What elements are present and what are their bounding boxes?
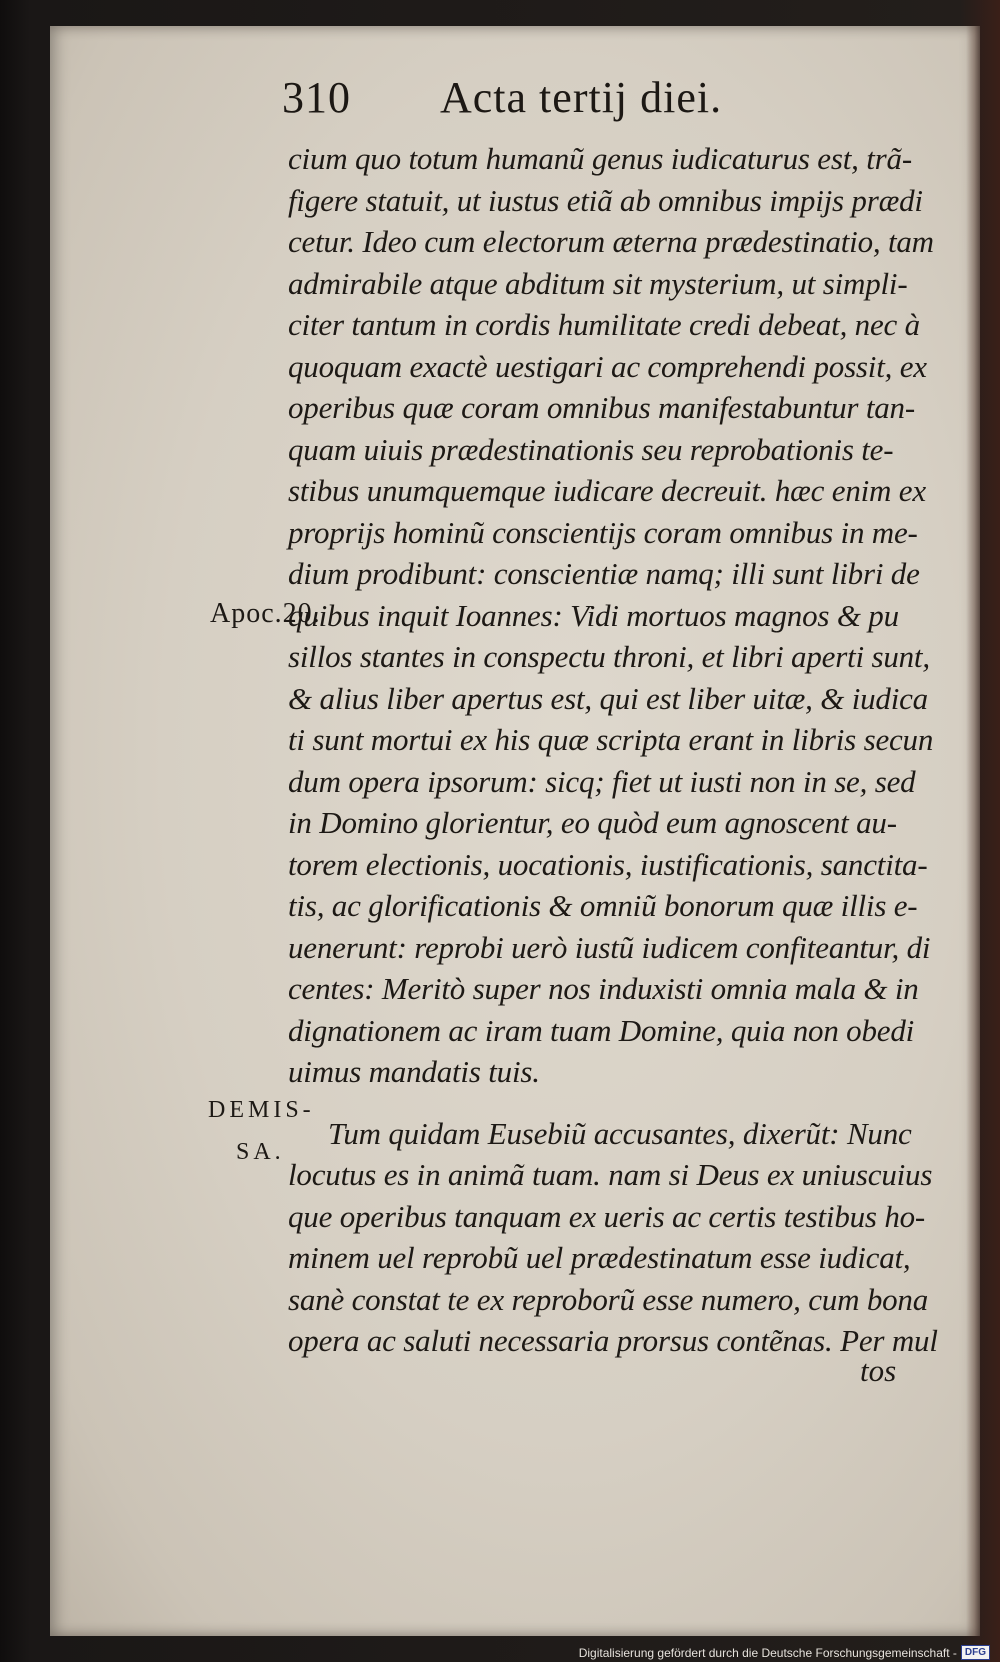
running-title: Acta tertij diei. xyxy=(440,73,723,122)
digitization-credit xyxy=(579,1645,990,1660)
margin-note-demissa-line1: DEMIS- xyxy=(208,1097,315,1123)
text-line: operibus quæ coram omnibus manifestabuntur tan- xyxy=(288,390,915,425)
text-line: proprijs hominũ conscientijs coram omnibus in me- xyxy=(288,514,918,550)
text-line: uenerunt: reprobi uerò iustũ iudicem confiteantur, di xyxy=(288,929,931,965)
text-line: minem uel reprobũ uel prædestinatum esse iudicat, xyxy=(288,1240,911,1275)
page-number: 310 xyxy=(282,73,351,122)
text-line: torem electionis, uocationis, iustificationis, sanctita- xyxy=(288,846,928,882)
text-line: que operibus tanquam ex ueris ac certis testibus ho- xyxy=(288,1198,926,1234)
text-line: citer tantum in cordis humilitate credi debeat, nec à xyxy=(288,307,920,342)
text-line: figere statuit, ut iustus etiã ab omnibus impijs prædi xyxy=(288,182,923,218)
dfg-logo-icon: DFG xyxy=(961,1645,990,1660)
text-line: centes: Meritò super nos induxisti omnia mala & in xyxy=(288,971,919,1006)
text-line: Tum quidam Eusebiũ accusantes, dixerũt: Nunc xyxy=(328,1115,912,1151)
text-line: dium prodibunt: conscientiæ namq; illi sunt libri de xyxy=(288,556,920,591)
text-line: quibus inquit Ioannes: Vidi mortuos magnos & pu xyxy=(288,597,899,633)
catchword: tos xyxy=(860,1353,897,1388)
text-line: uimus mandatis tuis. xyxy=(288,1054,540,1089)
text-line: dum opera ipsorum: sicq; fiet ut iusti non in se, sed xyxy=(288,763,916,799)
text-line: opera ac saluti necessaria prorsus contẽnas. Per mul xyxy=(288,1323,938,1358)
text-line: sillos stantes in conspectu throni, et libri aperti sunt, xyxy=(288,639,930,674)
text-line: stibus unumquemque iudicare decreuit. hæc enim ex xyxy=(288,473,926,508)
page-edge-shadow xyxy=(966,26,980,1636)
text-line: tis, ac glorificationis & omniũ bonorum quæ illis e- xyxy=(288,888,918,923)
text-line: quam uiuis prædestinationis seu reprobationis te- xyxy=(288,431,894,467)
body-text xyxy=(288,138,938,1362)
text-line: cetur. Ideo cum electorum æterna prædestinatio, tam xyxy=(288,224,934,259)
margin-note-demissa-line2: SA. xyxy=(236,1138,285,1165)
text-line: sanè constat te ex reproborũ esse numero, cum bona xyxy=(288,1281,929,1317)
text-line: in Domino glorientur, eo quòd eum agnoscent au- xyxy=(288,805,897,840)
text-line: quoquam exactè uestigari ac comprehendi possit, ex xyxy=(288,348,927,384)
margin-note-apoc: Apoc.20. xyxy=(210,598,321,629)
text-line: locutus es in animã tuam. nam si Deus ex uniuscuius xyxy=(288,1157,933,1192)
margin-note-demissa xyxy=(208,1090,315,1173)
text-line: admirabile atque abditum sit mysterium, ut simpli- xyxy=(288,265,908,301)
page-header xyxy=(282,58,842,138)
credit-text: Digitalisierung gefördert durch die Deutsche Forschungsgemeinschaft - xyxy=(578,1645,957,1660)
text-line: dignationem ac iram tuam Domine, quia non obedi xyxy=(288,1012,915,1048)
text-line: cium quo totum humanũ genus iudicaturus est, trã- xyxy=(288,141,912,176)
text-line: ti sunt mortui ex his quæ scripta erant in libris secun xyxy=(288,722,934,757)
text-line: & alius liber apertus est, qui est liber uitæ, & iudica xyxy=(288,680,928,716)
